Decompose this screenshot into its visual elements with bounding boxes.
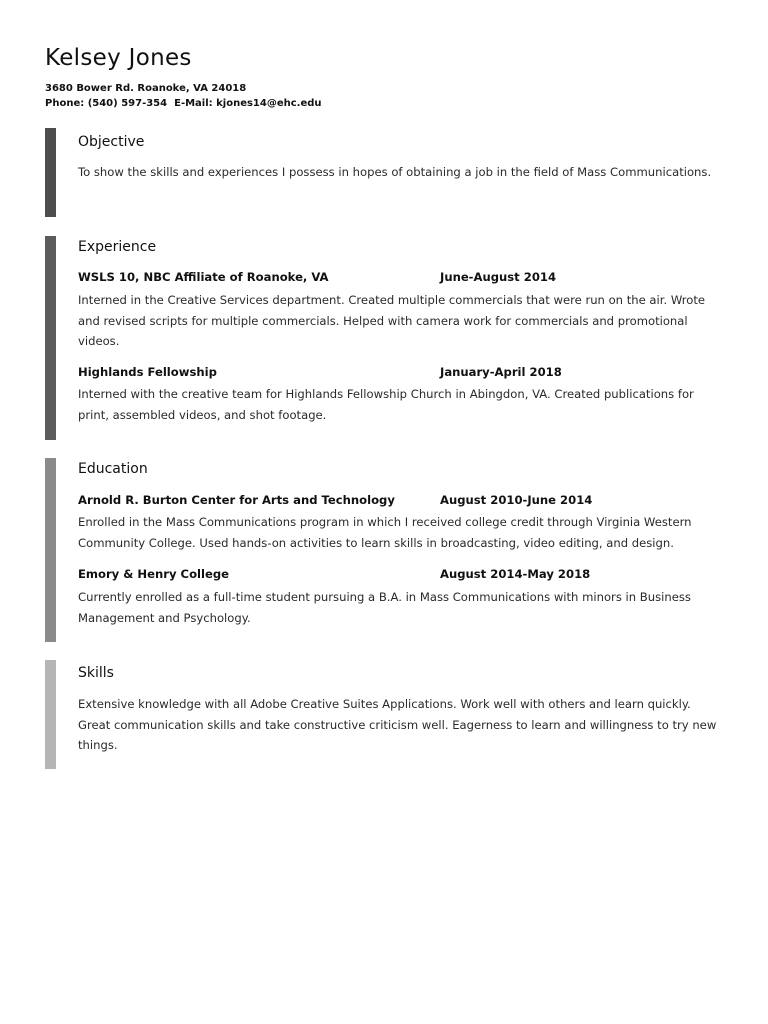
education-entry-2-description: Currently enrolled as a full-time student pursuing a B.A. in Mass Communications with minors in Business Management and Psychology. bbox=[78, 590, 691, 625]
experience-entry-1-date: June-August 2014 bbox=[440, 270, 557, 284]
objective-section bbox=[45, 128, 735, 217]
education-entry-1-date: August 2010-June 2014 bbox=[440, 493, 593, 507]
education-entry-1-description: Enrolled in the Mass Communications program in which I received college credit through Virginia Western Community College. Used hands-on activities to learn skills in broadcasting, video editing, and design. bbox=[78, 515, 692, 550]
skills-accent-bar bbox=[45, 660, 56, 769]
contact-line bbox=[45, 98, 322, 109]
contact-email: E-Mail: kjones14@ehc.edu bbox=[174, 98, 322, 109]
objective-text: To show the skills and experiences I possess in hopes of obtaining a job in the field of Mass Communications. bbox=[78, 165, 712, 179]
education-entry-2-date: August 2014-May 2018 bbox=[440, 567, 591, 581]
skills-heading: Skills bbox=[78, 665, 114, 681]
experience-accent-bar bbox=[45, 236, 56, 440]
experience-entry-2-title: Highlands Fellowship bbox=[78, 365, 217, 379]
objective-heading: Objective bbox=[78, 134, 145, 150]
experience-entry-1-title: WSLS 10, NBC Affiliate of Roanoke, VA bbox=[78, 270, 329, 284]
education-entry-2-title: Emory & Henry College bbox=[78, 567, 230, 581]
contact-phone: Phone: (540) 597-354 bbox=[45, 98, 168, 109]
education-entry-1-title: Arnold R. Burton Center for Arts and Technology bbox=[78, 493, 395, 507]
education-accent-bar bbox=[45, 458, 56, 642]
experience-entry-1-description: Interned in the Creative Services department. Created multiple commercials that were run on the air. Wrote and revised scripts for multiple commercials. Helped with camera work for commercials and promotional videos. bbox=[78, 293, 706, 349]
experience-section bbox=[45, 236, 735, 440]
resume-name: Kelsey Jones bbox=[45, 45, 192, 71]
experience-heading: Experience bbox=[78, 239, 157, 255]
skills-text: Extensive knowledge with all Adobe Creative Suites Applications. Work well with others and learn quickly. Great communication skills and take constructive criticism well. Eagerness to learn and willingness to try new things. bbox=[78, 697, 717, 753]
experience-entry-2-date: January-April 2018 bbox=[440, 365, 562, 379]
contact-address: 3680 Bower Rd. Roanoke, VA 24018 bbox=[45, 83, 247, 94]
objective-accent-bar bbox=[45, 128, 56, 217]
education-section bbox=[45, 458, 735, 642]
education-heading: Education bbox=[78, 461, 148, 477]
skills-section bbox=[45, 660, 735, 769]
experience-entry-2-description: Interned with the creative team for Highlands Fellowship Church in Abingdon, VA. Created publications for print, assembled videos, and shot footage. bbox=[78, 387, 694, 422]
